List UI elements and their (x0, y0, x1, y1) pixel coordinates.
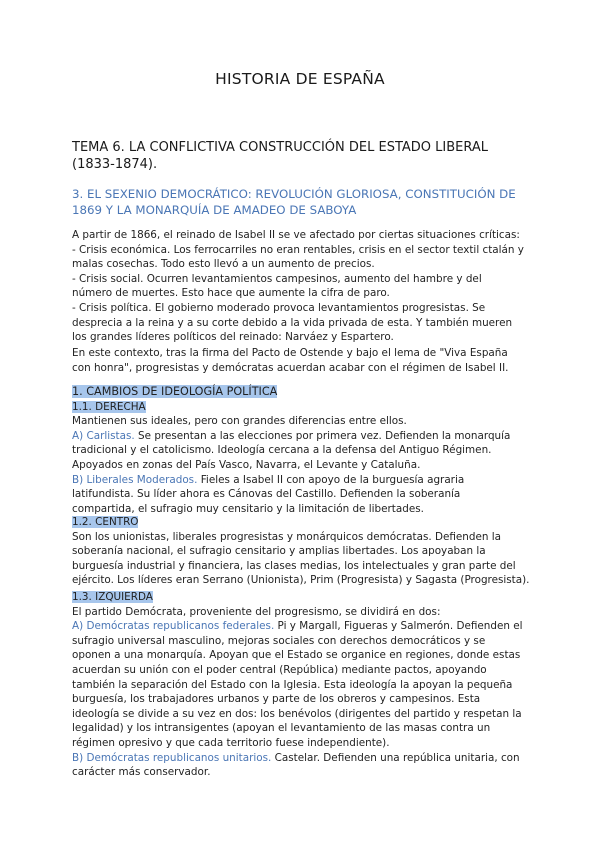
intro-paragraph (72, 228, 534, 345)
text-line: carácter más conservador. (72, 766, 211, 779)
text-line: sufragio universal masculino, mejoras sociales con derechos democráticos y se (72, 634, 486, 647)
text-line: número de muertes. Esto hace que aumente la cifra de paro. (72, 287, 390, 300)
text-line: desprecia a la reina y a su corte debido a la vida privada de esta. Y también mueren (72, 316, 513, 329)
derecha-heading: 1.1. DERECHA (72, 400, 146, 413)
text-line: con honra", progresistas y demócratas acuerdan acabar con el régimen de Isabel II. (72, 361, 509, 374)
text-line: En este contexto, tras la firma del Pacto de Ostende y bajo el lema de "Viva España (72, 347, 508, 359)
subheading-line: 3. EL SEXENIO DEMOCRÁTICO: REVOLUCIÓN GLORIOSA, CONSTITUCIÓN DE (72, 187, 516, 201)
text-line: - Crisis social. Ocurren levantamientos campesinos, aumento del hambre y del (72, 272, 482, 285)
section-izquierda (72, 590, 534, 780)
topic-heading (72, 139, 542, 173)
text-line: Mantienen sus ideales, pero con grandes diferencias entre ellos. (72, 415, 407, 428)
subheading-line: 1869 Y LA MONARQUÍA DE AMADEO DE SABOYA (72, 203, 357, 217)
text-line: burguesía industrial y financiera, las clases medias, los intelectuales y gran parte del (72, 559, 516, 572)
text-line: burguesía, los trabajadores urbanos y parte de los obreros y campesinos. Esta (72, 693, 481, 706)
text-line: soberanía nacional, el sufragio censitario y amplias libertades. Los apoyaban la (72, 545, 486, 558)
section-heading: 1. CAMBIOS DE IDEOLOGÍA POLÍTICA (72, 385, 278, 398)
text-line: los grandes líderes políticos del reinado: Narváez y Espartero. (72, 331, 394, 344)
text-line: también la separación del Estado con la Iglesia. Esta ideología la apoyan la pequeña (72, 678, 513, 691)
text-line: ideología se divide a su vez en dos: los benévolos (dirigentes del partido y respetan la (72, 707, 522, 720)
topic-line: TEMA 6. LA CONFLICTIVA CONSTRUCCIÓN DEL ESTADO LIBERAL (72, 140, 488, 155)
text-line: latifundista. Su líder ahora es Cánovas del Castillo. Defienden la soberanía (72, 488, 461, 501)
section-centro (72, 515, 534, 588)
izquierda-heading: 1.3. IZQUIERDA (72, 591, 153, 603)
document-title: HISTORIA DE ESPAÑA (215, 70, 385, 88)
text-line: - Crisis económica. Los ferrocarriles no eran rentables, crisis en el sector textil ctalán y (72, 243, 524, 256)
text-line: - Crisis política. El gobierno moderado provoca levantamientos progresistas. Se (72, 301, 486, 314)
section-subheading (72, 186, 542, 218)
liberales-moderados-label: B) Liberales Moderados. (72, 473, 198, 486)
carlistas-label: A) Carlistas. (72, 429, 135, 442)
text-line: Apoyados en zonas del País Vasco, Navarra, el Levante y Cataluña. (72, 458, 421, 471)
text-line: compartida, el sufragio muy censitario y la limitación de libertades. (72, 502, 424, 515)
text-line: A partir de 1866, el reinado de Isabel II se ve afectado por ciertas situaciones críticas: (72, 229, 520, 241)
text-line: ejército. Los líderes eran Serrano (Unionista), Prim (Progresista) y Sagasta (Progresista). (72, 574, 530, 587)
text-line: acuerdan su unión con el poder central (República) mediante pactos, apoyando (72, 663, 487, 676)
text-line: Son los unionistas, liberales progresistas y monárquicos demócratas. Defienden la (72, 530, 502, 543)
text-line: tradicional y el catolicismo. Ideología cercana a la defensa del Antiguo Régimen. (72, 444, 492, 457)
centro-heading: 1.2. CENTRO (72, 516, 139, 528)
context-paragraph (72, 346, 534, 375)
unitarios-label: B) Demócratas republicanos unitarios. (72, 751, 272, 764)
text-line: B) Liberales Moderados. Fieles a Isabel II con apoyo de la burguesía agraria (72, 473, 465, 486)
text-line: legalidad) y los intransigentes (apoyan el levantamiento de las masas contra un (72, 722, 491, 735)
text-line: A) Carlistas. Se presentan a las elecciones por primera vez. Defienden la monarquía (72, 429, 511, 442)
topic-line: (1833-1874). (72, 157, 158, 172)
section-ideologias (72, 385, 534, 516)
text-line: régimen opresivo y que cada territorio fuese independiente). (72, 736, 390, 749)
text-line: malas cosechas. Todo esto llevó a un aumento de precios. (72, 258, 375, 271)
federales-label: A) Demócratas republicanos federales. (72, 620, 275, 633)
text-line: oponen a una monarquía. Apoyan que el Estado se organice en regiones, donde estas (72, 649, 521, 662)
text-line: B) Demócratas republicanos unitarios. Castelar. Defienden una república unitaria, con (72, 751, 520, 764)
text-line: A) Demócratas republicanos federales. Pi y Margall, Figueras y Salmerón. Defienden el (72, 620, 523, 633)
text-line: El partido Demócrata, proveniente del progresismo, se dividirá en dos: (72, 605, 441, 618)
